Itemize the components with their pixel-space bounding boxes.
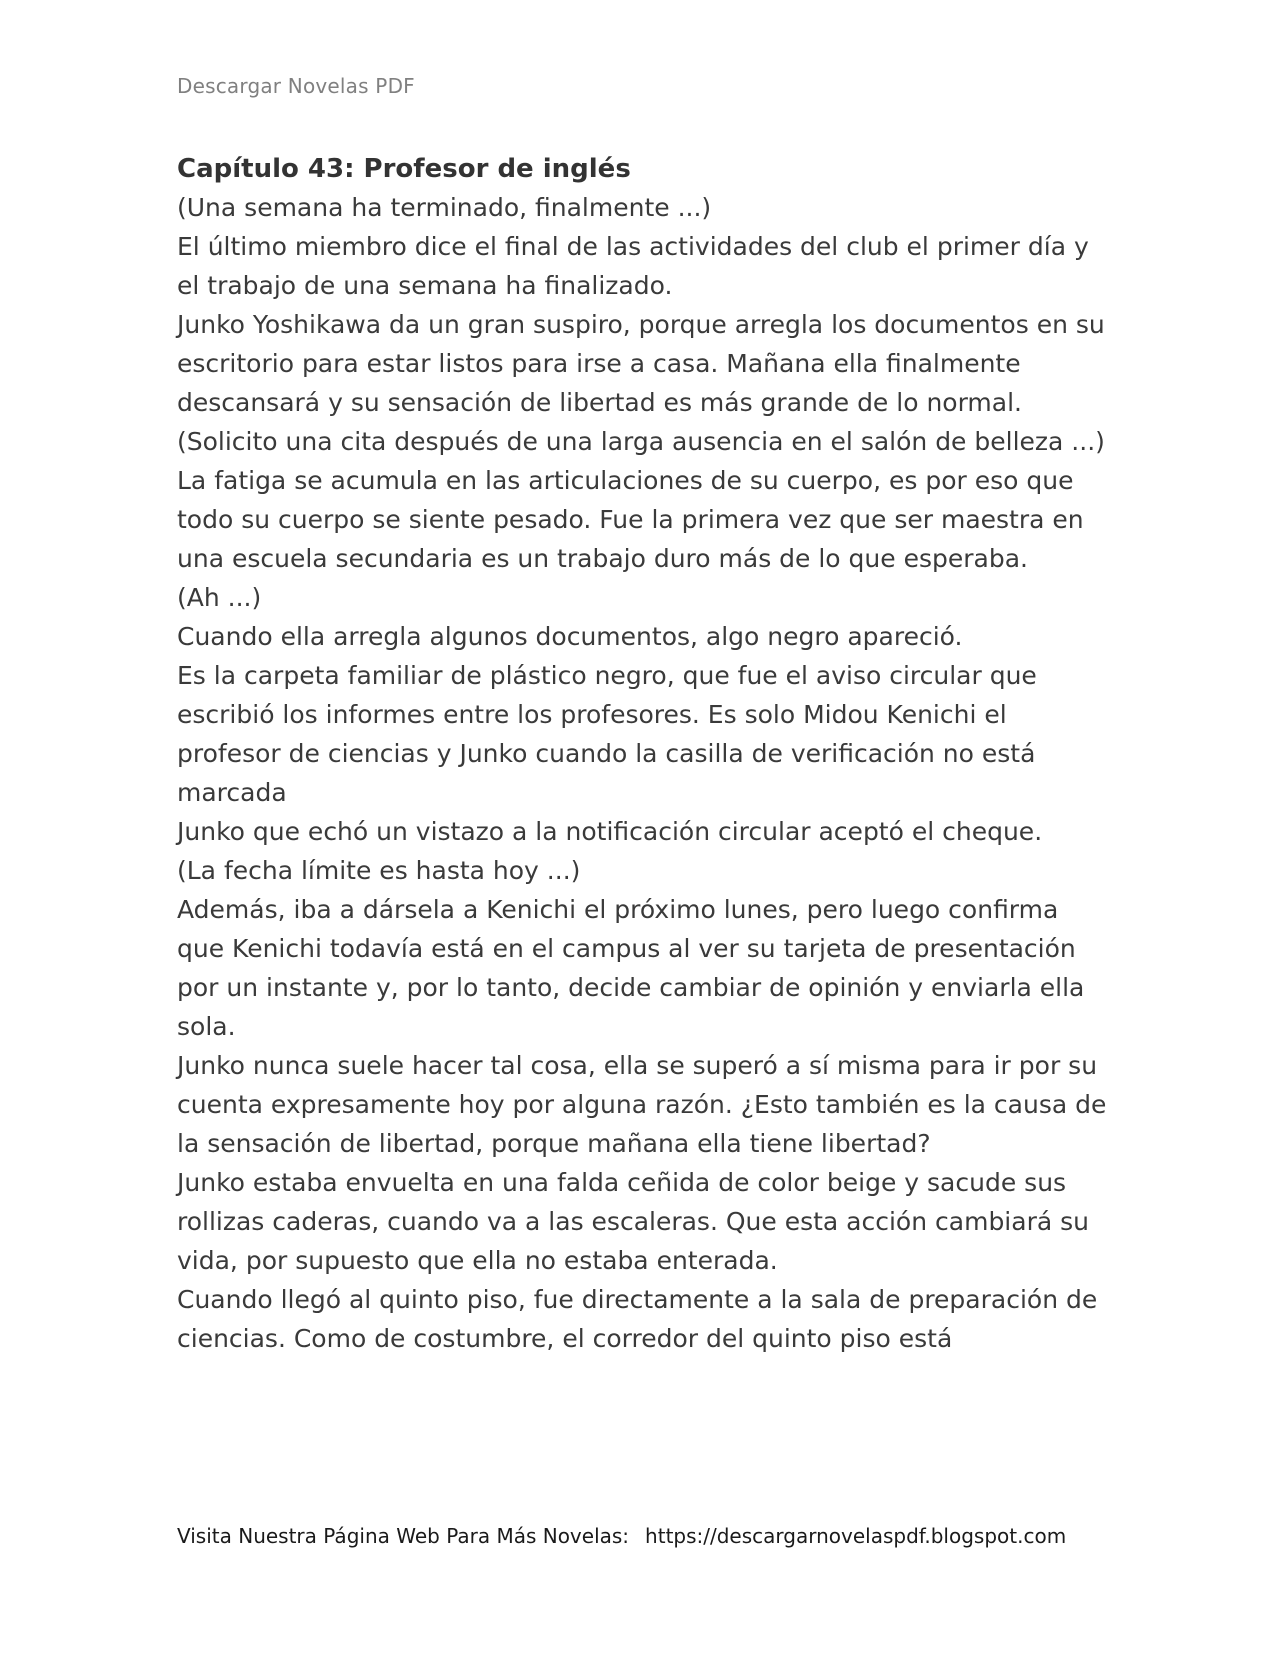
paragraph: Junko que echó un vistazo a la notificación circular aceptó el cheque.: [177, 817, 1043, 846]
paragraph: Junko nunca suele hacer tal cosa, ella se superó a sí misma para ir por su cuenta expresamente hoy por alguna razón. ¿Esto también es la causa de la sensación de libertad, porque mañana ella tiene libertad?: [177, 1051, 1107, 1158]
page-header: Descargar Novelas PDF: [177, 74, 415, 98]
paragraph: Además, iba a dársela a Kenichi el próximo lunes, pero luego confirma que Kenichi todavía está en el campus al ver su tarjeta de presentación por un instante y, por lo tanto, decide cambiar de opinión y enviarla ella sola.: [177, 895, 1085, 1041]
paragraph: Cuando ella arregla algunos documentos, algo negro apareció.: [177, 622, 963, 651]
paragraph: (Una semana ha terminado, finalmente ...): [177, 193, 712, 222]
paragraph: (Ah ...): [177, 583, 262, 612]
paragraph: (La fecha límite es hasta hoy ...): [177, 856, 581, 885]
chapter-title: Capítulo 43: Profesor de inglés: [177, 154, 631, 184]
page-footer: [177, 1524, 1066, 1548]
paragraph: Junko Yoshikawa da un gran suspiro, porque arregla los documentos en su escritorio para estar listos para irse a casa. Mañana ella finalmente descansará y su sensación de libertad es más grande de lo normal.: [177, 310, 1105, 417]
paragraph: La fatiga se acumula en las articulaciones de su cuerpo, es por eso que todo su cuerpo se siente pesado. Fue la primera vez que ser maestra en una escuela secundaria es un trabajo duro más de lo que esperaba.: [177, 466, 1084, 573]
footer-url[interactable]: https://descargarnovelaspdf.blogspot.com: [645, 1524, 1067, 1548]
footer-label: Visita Nuestra Página Web Para Más Novelas:: [177, 1524, 630, 1548]
paragraph: Es la carpeta familiar de plástico negro, que fue el aviso circular que escribió los informes entre los profesores. Es solo Midou Kenichi el profesor de ciencias y Junko cuando la casilla de verificación no está marcada: [177, 661, 1037, 807]
paragraph: El último miembro dice el final de las actividades del club el primer día y el trabajo de una semana ha finalizado.: [177, 232, 1089, 300]
chapter-content: [177, 150, 1107, 1358]
paragraph: Junko estaba envuelta en una falda ceñida de color beige y sacude sus rollizas caderas, cuando va a las escaleras. Que esta acción cambiará su vida, por supuesto que ella no estaba enterada.: [177, 1168, 1089, 1275]
paragraph: (Solicito una cita después de una larga ausencia en el salón de belleza ...): [177, 427, 1105, 456]
paragraph: Cuando llegó al quinto piso, fue directamente a la sala de preparación de ciencias. Como de costumbre, el corredor del quinto piso está: [177, 1285, 1098, 1353]
